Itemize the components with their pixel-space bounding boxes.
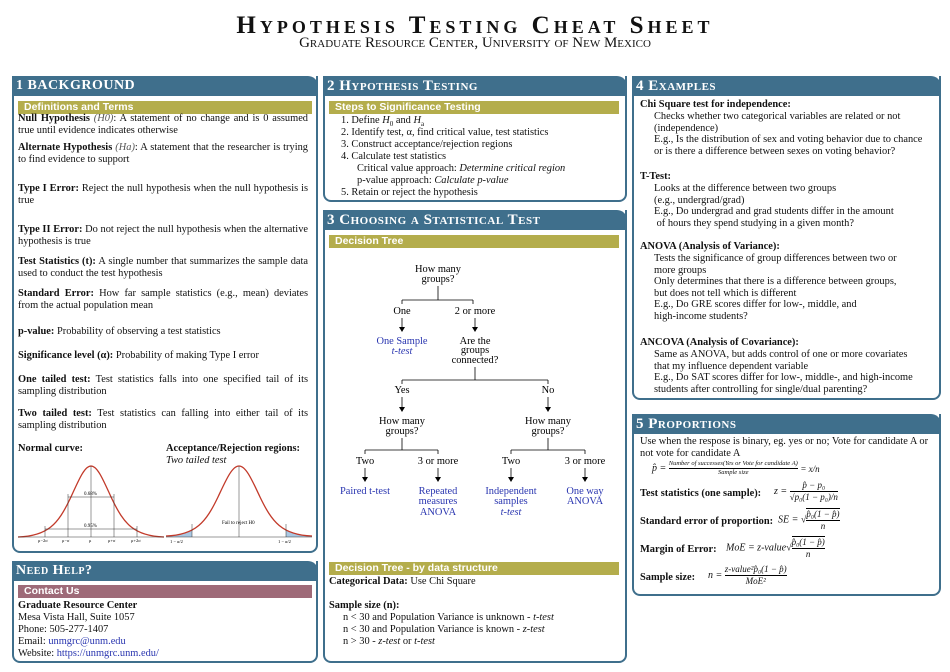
fail-to-reject-label: Fail to reject H0 xyxy=(222,521,255,526)
sample-row-3: n > 30 - z-test or t-test xyxy=(343,636,435,647)
example-line: of hours they spend studying in a given month? xyxy=(654,217,854,229)
definition-item: p-value: Probability of observing a test statistics xyxy=(18,326,221,337)
example-line: Only determines that there is a difference between groups, xyxy=(654,276,897,288)
example-line: but does not tell which is different xyxy=(654,287,797,299)
help-web-row: Website: https://unmgrc.unm.edu/ xyxy=(18,648,159,659)
background-panel xyxy=(12,76,318,553)
repeated-l1: Repeated xyxy=(418,486,458,497)
example-line: Checks whether two categorical variables are related or not xyxy=(654,111,901,122)
example-line: E.g., Is the distribution of sex and voting behavior due to chance xyxy=(654,134,923,146)
oneway-l2: ANOVA xyxy=(566,496,604,507)
contact-bar: Contact Us xyxy=(18,585,312,598)
example-line: E.g., Do SAT scores differ for low-, middle-, and high-income xyxy=(654,372,913,384)
branch-two-more: 2 or more xyxy=(454,306,496,317)
three-right: 3 or more xyxy=(564,456,606,467)
steps-bar: Steps to Significance Testing xyxy=(329,101,619,114)
background-heading: 1 BACKGROUND xyxy=(12,76,318,96)
example-line: high-income students? xyxy=(654,311,748,322)
branch-no: No xyxy=(541,385,555,396)
help-heading: Need Help? xyxy=(12,561,318,581)
definition-item: Two tailed test: Test statistics can falling into either tail of its sampling distribution xyxy=(18,408,308,431)
proportions-panel xyxy=(632,414,941,596)
example-line: Looks at the difference between two groups xyxy=(654,183,837,194)
normal-tick-3: μ xyxy=(89,538,92,543)
independent-l3: t-test xyxy=(500,507,522,518)
connected-l2: groups xyxy=(460,345,490,356)
example-line: students after controlling for single/dual parenting? xyxy=(654,383,868,395)
normal-pct-95: 0.95% xyxy=(84,524,97,529)
paired-t-test: Paired t-test xyxy=(340,486,390,497)
choosing-panel xyxy=(323,210,627,663)
repeated-l3: ANOVA xyxy=(419,507,457,518)
definition-item: Test Statistics (t): A single number that summarizes the sample data used to conduct the test hypothesis xyxy=(18,256,308,279)
normal-pct-68: 0.68% xyxy=(84,492,97,497)
right-tail-label: 1 − α/2 xyxy=(278,539,291,544)
connected-l3: connected? xyxy=(451,355,499,366)
help-phone: Phone: 505-277-1407 xyxy=(18,624,109,635)
data-structure-bar: Decision Tree - by data structure xyxy=(329,562,619,575)
help-panel xyxy=(12,561,318,663)
branch-one: One xyxy=(393,306,411,317)
definition-item: Type I Error: Reject the null hypothesis when the null hypothesis is true xyxy=(18,183,308,206)
step-2: 2. Identify test, α, find critical value, test statistics xyxy=(341,127,549,138)
example-title: ANOVA (Analysis of Variance): xyxy=(640,241,780,252)
example-line: E.g., Do GRE scores differ for low-, middle, and xyxy=(654,299,857,311)
help-org: Graduate Resource Center xyxy=(18,600,138,611)
acceptance-subtitle: Two tailed test xyxy=(166,455,227,466)
page-title: Hypothesis Testing Cheat Sheet xyxy=(236,12,714,39)
example-title: ANCOVA (Analysis of Covariance): xyxy=(640,337,799,348)
three-left: 3 or more xyxy=(417,456,459,467)
sample-size-label: Sample size (n): xyxy=(329,600,400,611)
testing-panel xyxy=(323,76,627,202)
moe-formula: MoE = z-value√ $\frac{\text{p̂₀(1 − p̂)}}{n}$ xyxy=(726,537,825,559)
proportions-intro: Use when the respose is binary, eg. yes or no; Vote for candidate A or not vote for candidate A xyxy=(640,436,929,459)
ts-formula: z = $\frac{\text{p̂ − p₀}}{\text{√p₀(1 − p₀)/n}}$ xyxy=(774,480,838,502)
definition-item: Null Hypothesis (H0): A statement of no change and is 0 assumed true until evidence indicates otherwise xyxy=(18,113,308,136)
se-label: Standard error of proportion: xyxy=(640,516,774,527)
how-many-right-l1: How many xyxy=(525,416,571,427)
step-5: 5. Retain or reject the hypothesis xyxy=(341,187,478,198)
root-node-l2: groups? xyxy=(421,274,455,285)
example-line: (e.g., undergrad/grad) xyxy=(654,194,745,206)
choosing-heading: 3 Choosing a Statistical Test xyxy=(323,210,627,230)
example-title: Chi Square test for independence: xyxy=(640,99,791,110)
how-many-left-l1: How many xyxy=(379,416,425,427)
sample-row-1: n < 30 and Population Variance is unknown - t-test xyxy=(343,612,554,623)
normal-tick-4: μ+σ xyxy=(108,538,116,543)
se-formula: SE = √ $\frac{\text{p̂₀(1 − p̂)}}{n}$ xyxy=(778,509,840,531)
website-link[interactable]: https://unmgrc.unm.edu/ xyxy=(56,648,159,659)
decision-tree-bar: Decision Tree xyxy=(329,235,619,248)
ts-label: Test statistics (one sample): xyxy=(640,488,762,499)
normal-curve-label: Normal curve: xyxy=(18,443,83,454)
example-line: that my influence dependent variable xyxy=(654,360,809,372)
sample-row-2: n < 30 and Population Variance is known - z-test xyxy=(343,624,545,635)
categorical-row: Categorical Data: Use Chi Square xyxy=(329,576,476,587)
examples-panel xyxy=(632,76,941,400)
example-line: (independence) xyxy=(654,122,719,134)
definition-item: Type II Error: Do not reject the null hypothesis when the alternative hypothesis is true xyxy=(18,224,308,247)
acceptance-region-figure xyxy=(166,464,312,544)
connected-l1: Are the xyxy=(459,336,491,347)
phat-formula: p̂ = Number of successes(Yes or Vote for candidate A) Sample size = x/n xyxy=(652,460,820,476)
example-line: Same as ANOVA, but adds control of one or more covariates xyxy=(654,349,908,360)
how-many-right-l2: groups? xyxy=(531,426,565,437)
root-node-l1: How many xyxy=(415,264,461,275)
definition-item: Alternate Hypothesis (Ha): A statement that the researcher is trying to find evidence to support xyxy=(18,142,308,165)
help-address: Mesa Vista Hall, Suite 1057 xyxy=(18,612,135,623)
example-line: or is there a difference between sexes on voting behavior? xyxy=(654,145,896,157)
step-3: 3. Construct acceptance/rejection regions xyxy=(341,139,513,150)
moe-label: Margin of Error: xyxy=(640,544,717,555)
proportions-heading: 5 Proportions xyxy=(632,414,941,434)
definition-item: Standard Error: How far sample statistics (e.g., mean) deviates from the actual population mean xyxy=(18,288,308,311)
one-sample-l2: t-test xyxy=(391,346,413,357)
independent-l2: samples xyxy=(494,496,528,507)
two-right: Two xyxy=(501,456,521,467)
ss-formula: n = z-value²p̂₀(1 − p̂) MoE² xyxy=(708,564,787,586)
normal-tick-2: μ−σ xyxy=(62,538,70,543)
example-title: T-Test: xyxy=(640,171,671,182)
how-many-left-l2: groups? xyxy=(385,426,419,437)
page-subtitle: Graduate Resource Center, University of New Mexico xyxy=(299,35,651,51)
repeated-l2: measures xyxy=(418,496,458,507)
normal-curve-figure xyxy=(18,464,164,544)
testing-heading: 2 Hypothesis Testing xyxy=(323,76,627,96)
example-line: E.g., Do undergrad and grad students differ in the amount xyxy=(654,206,894,218)
step-1: 1. Define $H_0$ and $H_a$ xyxy=(341,115,425,129)
examples-heading: 4 Examples xyxy=(632,76,941,96)
two-left: Two xyxy=(355,456,375,467)
independent-l1: Independent xyxy=(485,486,537,497)
ss-label: Sample size: xyxy=(640,572,696,583)
one-sample-l1: One Sample xyxy=(376,336,428,347)
definition-item: One tailed test: Test statistics falls into one specified tail of its sampling distribution xyxy=(18,374,308,397)
normal-tick-1: μ−2σ xyxy=(38,538,48,543)
oneway-l1: One way xyxy=(566,486,604,497)
left-tail-label: 1 − α/2 xyxy=(170,539,183,544)
branch-yes: Yes xyxy=(394,385,410,396)
step-4b: p-value approach: Calculate p-value xyxy=(357,175,509,186)
example-line: Tests the significance of group differences between two or xyxy=(654,253,897,264)
step-4a: Critical value approach: Determine critical region xyxy=(357,163,566,174)
definition-item: Significance level (α): Probability of making Type I error xyxy=(18,350,259,361)
email-link[interactable]: unmgrc@unm.edu xyxy=(48,636,126,647)
decision-tree xyxy=(325,254,625,524)
definitions-bar: Definitions and Terms xyxy=(18,101,312,114)
step-4: 4. Calculate test statistics xyxy=(341,151,447,162)
help-email-row: Email: unmgrc@unm.edu xyxy=(18,636,126,647)
example-line: more groups xyxy=(654,264,707,276)
acceptance-label: Acceptance/Rejection regions: xyxy=(166,443,300,454)
normal-tick-5: μ+2σ xyxy=(131,538,141,543)
